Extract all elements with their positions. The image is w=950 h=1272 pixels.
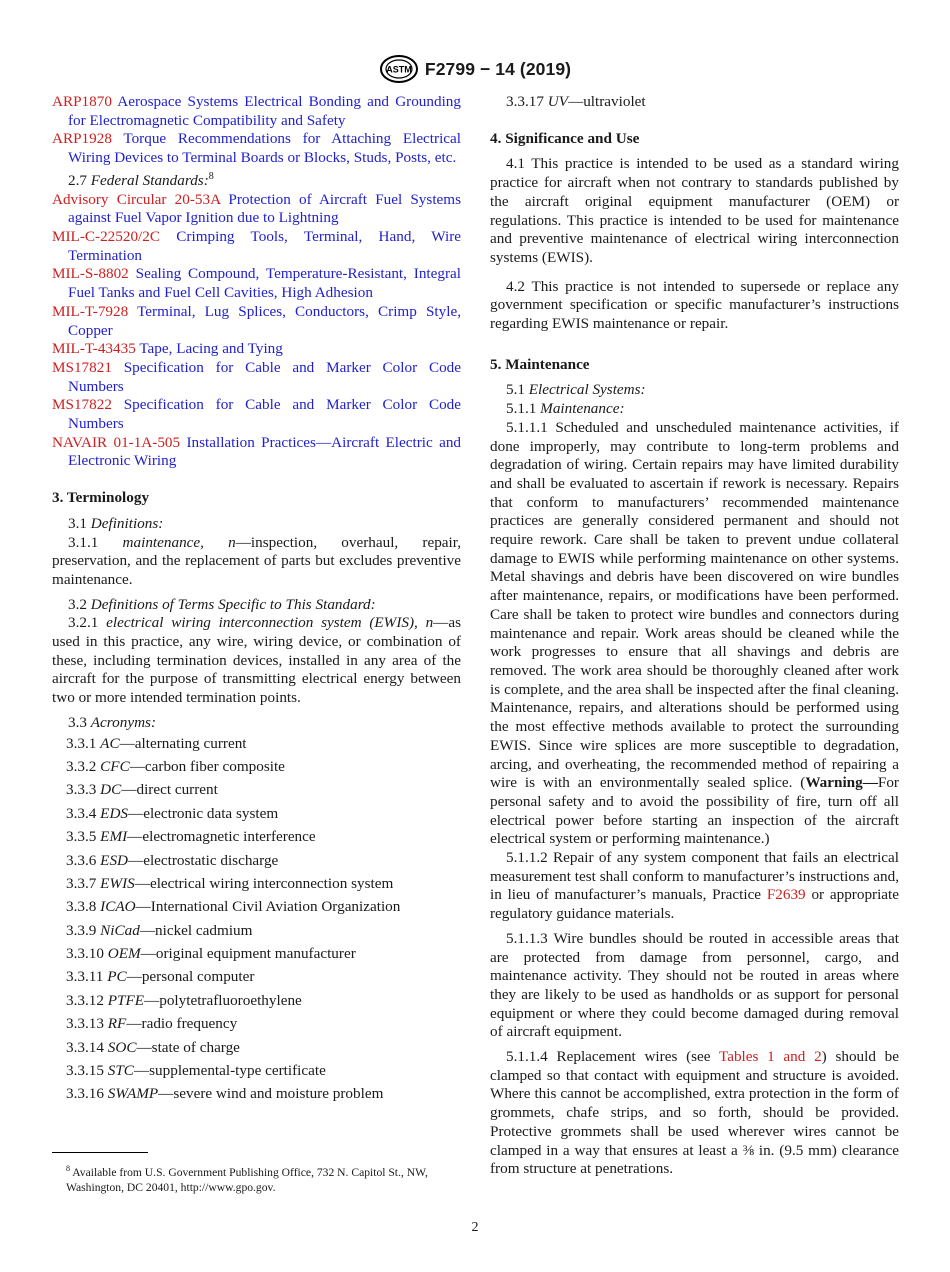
reference-link[interactable]: Crimping Tools, Terminal, Hand, Wire Termination (68, 227, 461, 264)
warning-label: Warning— (805, 774, 878, 792)
reference-arp1870: ARP1870 Aerospace Systems Electrical Bonding and Grounding for Electromagnetic Compatibility and Safety (52, 93, 461, 129)
acronym-item: 3.3.4 EDS—electronic data system (66, 804, 279, 822)
reference-mil-c-22520: MIL-C-22520/2C Crimping Tools, Terminal, Hand, Wire Termination (52, 227, 461, 264)
reference-mil-t-43435: MIL-T-43435 Tape, Lacing and Tying (52, 340, 283, 358)
acronym-3-3-17: 3.3.17 UV—ultraviolet (506, 93, 646, 110)
reference-link[interactable]: Aerospace Systems Electrical Bonding and Grounding for Electromagnetic Compatibility and Safety (68, 93, 461, 129)
section-5-1-1: 5.1.1 Maintenance: (506, 400, 625, 418)
reference-link[interactable]: Sealing Compound, Temperature-Resistant, Integral Fuel Tanks and Fuel Cell Cavities, High Adhesion (68, 265, 461, 302)
acronym-item: 3.3.12 PTFE—polytetrafluoroethylene (66, 991, 302, 1009)
section-3-1-1: 3.1.1 maintenance, n—inspection, overhaul, repair, preservation, and the replacement of parts but excludes preventive maintenance. (52, 533, 461, 588)
reference-link[interactable]: Installation Practices—Aircraft Electric and Electronic Wiring (68, 433, 462, 470)
footnote-marker: 8 (208, 170, 214, 182)
reference-ms17821: MS17821 Specification for Cable and Marker Color Code Numbers (52, 358, 461, 395)
astm-logo-icon (379, 54, 419, 84)
tables-link[interactable]: Tables 1 and 2 (718, 1048, 822, 1066)
reference-ac-20-53a: Advisory Circular 20-53A Protection of Aircraft Fuel Systems against Fuel Vapor Ignition due to Lightning (52, 190, 461, 227)
maintenance-heading: 5. Maintenance (490, 355, 590, 373)
practice-f2639-link[interactable]: F2639 (766, 886, 806, 904)
acronym-item: 3.3.5 EMI—electromagnetic interference (66, 828, 316, 846)
left-column (52, 93, 461, 1109)
section-3-1: 3.1 Definitions: (68, 514, 164, 532)
right-column (490, 93, 899, 1179)
acronym-item: 3.3.13 RF—radio frequency (66, 1015, 238, 1033)
federal-standards-heading: 2.7 Federal Standards:$^8$ (68, 170, 214, 189)
acronym-item: 3.3.6 ESD—electrostatic discharge (66, 851, 279, 869)
reference-link[interactable]: Protection of Aircraft Fuel Systems against Fuel Vapor Ignition due to Lightning (68, 190, 461, 227)
paragraph-5-1-1-2: 5.1.1.2 Repair of any system component that fails an electrical measurement test shall conform to manufacturer’s instructions and, in lieu of manufacturer’s manuals, Practice F2639 or appropriate regulatory guidance materials. (490, 849, 900, 923)
page-number: 2 (471, 1220, 479, 1235)
section-3-3: 3.3 Acronyms: (68, 713, 157, 731)
reference-link[interactable]: Terminal, Lug Splices, Conductors, Crimp Style, Copper (68, 302, 461, 339)
section-3-2-1: 3.2.1 electrical wiring interconnection system (EWIS), n—as used in this practice, any wire, wiring device, or combination of these, including termination devices, installed in any area of the aircraft for the purpose of transmitting electrical energy between two or more intended termination points. (52, 614, 462, 707)
reference-mil-t-7928: MIL-T-7928 Terminal, Lug Splices, Conductors, Crimp Style, Copper (52, 302, 461, 339)
acronym-item: 3.3.7 EWIS—electrical wiring interconnection system (66, 874, 394, 892)
paragraph-5-1-1-4: 5.1.1.4 Replacement wires (see Tables 1 and 2) should be clamped so that contact with equipment and structure is avoided. Where this cannot be accomplished, extra protection in the form of grommets, chafe strips, and so forth, should be provided. Protective grommets shall be used wherever wires cannot be clamped in a way that ensures at least a ⅜ in. (9.5 mm) clearance from structure at penetrations. (490, 1048, 899, 1178)
acronym-item: 3.3.10 OEM—original equipment manufacturer (66, 945, 356, 963)
reference-link[interactable]: Specification for Cable and Marker Color Code Numbers (68, 396, 461, 433)
paragraph-4-1: 4.1 This practice is intended to be used as a standard wiring practice for aircraft when not contrary to standards published by the aircraft original equipment manufacturer (OEM) or regulations. This practice is intended to be used for maintenance and preventive maintenance of electrical wiring interconnection systems (EWIS). (490, 155, 899, 266)
reference-mil-s-8802: MIL-S-8802 Sealing Compound, Temperature-Resistant, Integral Fuel Tanks and Fuel Cell Cavities, High Adhesion (52, 265, 461, 302)
section-5-1: 5.1 Electrical Systems: (506, 381, 646, 399)
acronym-item: 3.3.11 PC—personal computer (66, 968, 255, 986)
reference-link[interactable]: Tape, Lacing and Tying (139, 340, 283, 358)
acronym-item: 3.3.1 AC—alternating current (66, 734, 247, 752)
section-3-2: 3.2 Definitions of Terms Specific to This Standard: (68, 595, 376, 613)
acronym-item: 3.3.2 CFC—carbon fiber composite (66, 757, 285, 775)
document-id: F2799 − 14 (2019) (424, 58, 572, 79)
reference-ms17822: MS17822 Specification for Cable and Marker Color Code Numbers (52, 396, 461, 433)
reference-navair: NAVAIR 01-1A-505 Installation Practices—Aircraft Electric and Electronic Wiring (52, 433, 462, 470)
acronym-item: 3.3.9 NiCad—nickel cadmium (66, 921, 253, 939)
page-header (0, 54, 950, 84)
paragraph-4-2: 4.2 This practice is not intended to supersede or replace any government specification or specific manufacturer’s instructions regarding EWIS maintenance or repair. (490, 277, 899, 333)
reference-link[interactable]: Specification for Cable and Marker Color Code Numbers (68, 358, 461, 395)
reference-link[interactable]: Torque Recommendations for Attaching Electrical Wiring Devices to Terminal Boards or Blocks, Studs, Posts, etc. (68, 130, 461, 167)
footnote: $^8$ Available from U.S. Government Publishing Office, 732 N. Capitol St., NW, Washington, DC 20401, http://www.gpo.gov. (66, 1164, 428, 1194)
footnote-divider (52, 1152, 148, 1153)
acronym-item: 3.3.14 SOC—state of charge (66, 1038, 240, 1056)
significance-heading: 4. Significance and Use (490, 129, 640, 147)
terminology-heading: 3. Terminology (52, 489, 150, 507)
acronym-item: 3.3.8 ICAO—International Civil Aviation Organization (66, 898, 401, 916)
paragraph-5-1-1-3: 5.1.1.3 Wire bundles should be routed in accessible areas that are protected from damage from personnel, cargo, and maintenance activity. They should not be routed in areas where they are likely to be used as handholds or as support for personal equipment or where they could become damaged during removal of aircraft equipment. (490, 929, 899, 1041)
acronym-item: 3.3.3 DC—direct current (66, 781, 218, 799)
paragraph-5-1-1-1: 5.1.1.1 Scheduled and unscheduled maintenance activities, if done improperly, may contribute to long-term problems and degradation of wiring. Certain repairs may have limited durability and shall be evaluated to ascertain if rework is necessary. Repairs that conform to manufacturers’ recommended maintenance practices are generally considered permanent and should not require rework. Care shall be taken to prevent undue collateral damage to EWIS while performing maintenance on other systems. Metal shavings and debris have been discovered on wire bundles after maintenance, repairs, or modifications have been performed. Care shall be taken to protect wire bundles and connectors during maintenance and repair. Work areas should be cleaned while the work progresses to ensure that all shavings and debris are removed. The work area should be thoroughly cleaned after work is complete, and the area shall be inspected after the final cleaning. Maintenance, repairs, and alterations should be performed using the most effective methods available to protect the surrounding EWIS. Since wire splices are more susceptible to degradation, arcing, and overheating, the recommended method of repairing a wire is with an environmentally sealed splice. (Warning—For personal safety and to avoid the possibility of fire, turn off all electrical power before starting an inspection of the aircraft electrical system or performing maintenance.) (490, 418, 899, 848)
acronym-item: 3.3.15 STC—supplemental-type certificate (66, 1062, 326, 1080)
acronym-list (52, 735, 461, 1105)
svg-text:ASTM: ASTM (386, 64, 412, 75)
reference-arp1928: ARP1928 Torque Recommendations for Attaching Electrical Wiring Devices to Terminal Boards or Blocks, Studs, Posts, etc. (52, 130, 461, 167)
acronym-item: 3.3.16 SWAMP—severe wind and moisture problem (66, 1085, 384, 1103)
